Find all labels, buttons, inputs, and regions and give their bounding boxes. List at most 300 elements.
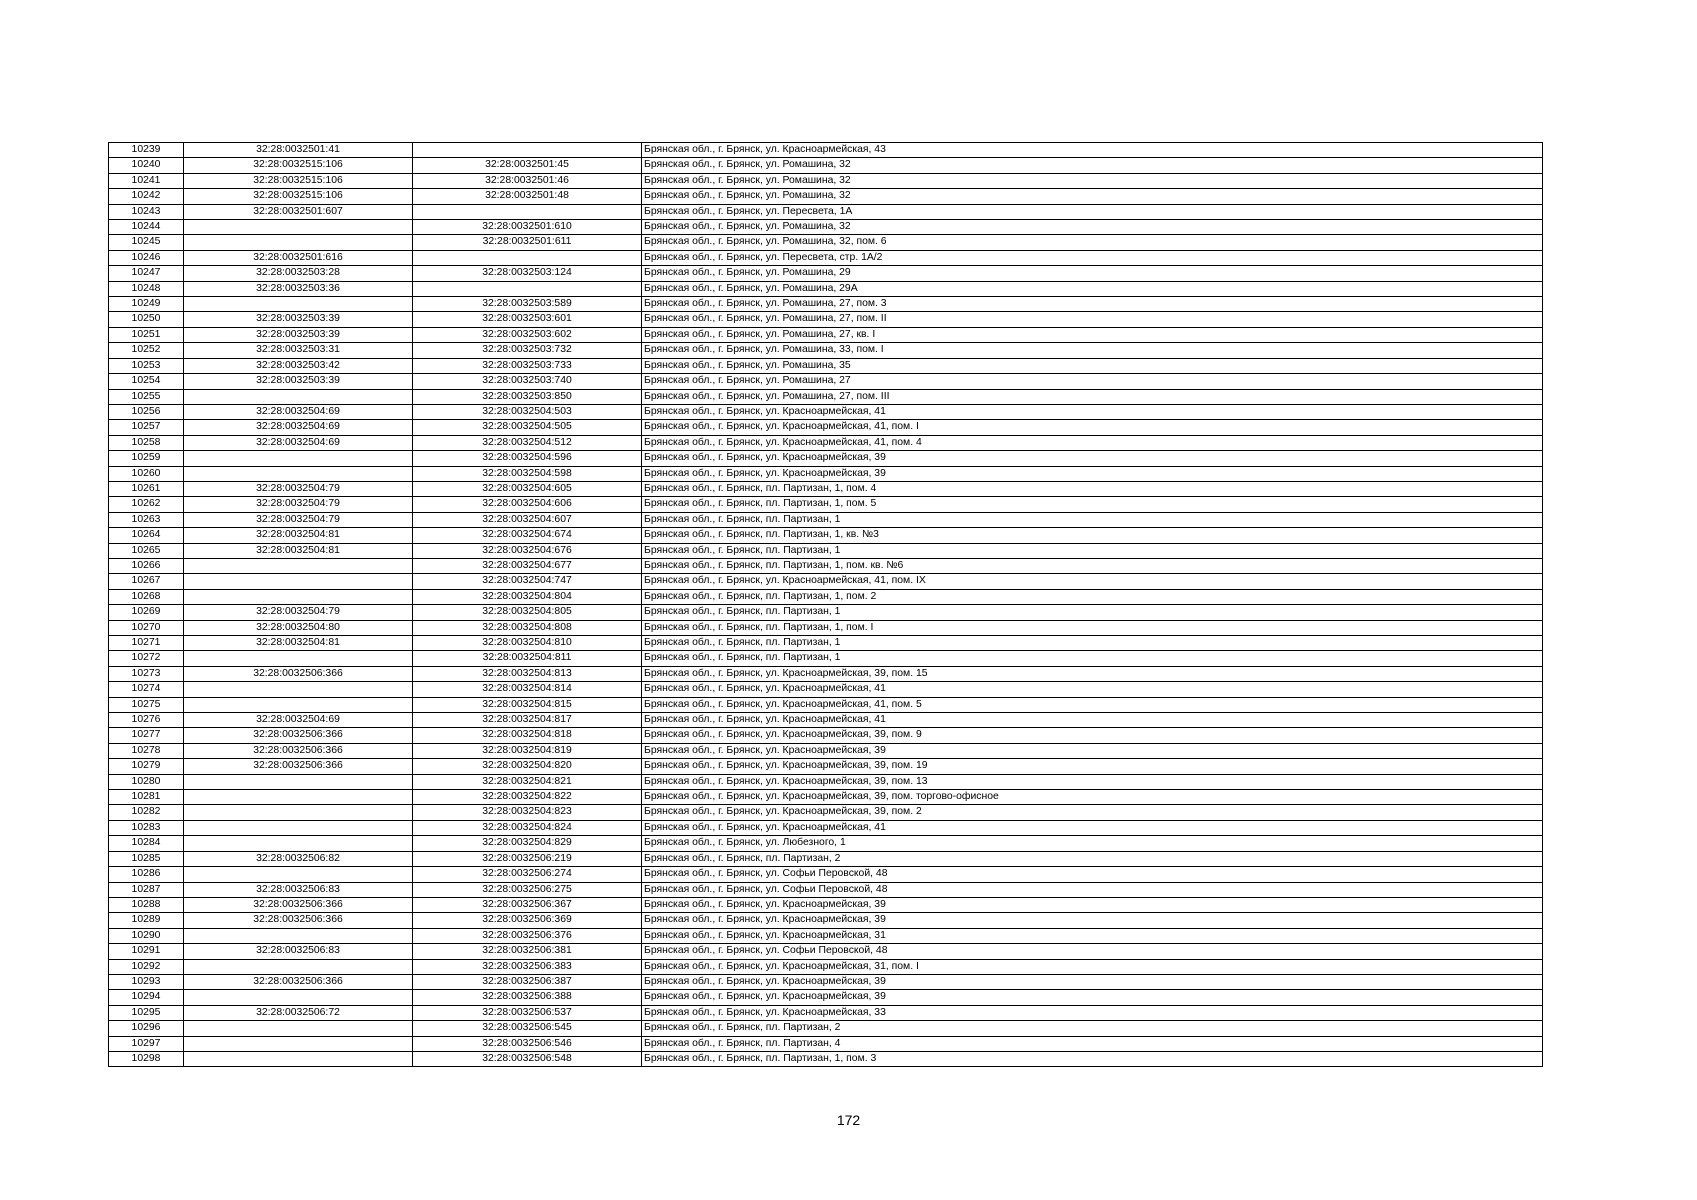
land-cadastral-number-cell — [184, 220, 413, 235]
land-cadastral-number-cell — [184, 651, 413, 666]
object-cadastral-number-cell: 32:28:0032504:818 — [413, 728, 642, 743]
land-cadastral-number-cell: 32:28:0032506:366 — [184, 728, 413, 743]
object-cadastral-number-cell — [413, 250, 642, 265]
row-number-cell: 10284 — [109, 836, 184, 851]
land-cadastral-number-cell: 32:28:0032501:607 — [184, 204, 413, 219]
address-cell: Брянская обл., г. Брянск, ул. Красноармейская, 31 — [642, 928, 1543, 943]
object-cadastral-number-cell: 32:28:0032504:822 — [413, 790, 642, 805]
object-cadastral-number-cell: 32:28:0032504:819 — [413, 743, 642, 758]
row-number-cell: 10285 — [109, 851, 184, 866]
land-cadastral-number-cell — [184, 297, 413, 312]
table-row — [109, 143, 1543, 158]
row-number-cell: 10254 — [109, 374, 184, 389]
table-row — [109, 389, 1543, 404]
table-row — [109, 558, 1543, 573]
object-cadastral-number-cell: 32:28:0032504:811 — [413, 651, 642, 666]
table-row — [109, 281, 1543, 296]
object-cadastral-number-cell: 32:28:0032504:596 — [413, 451, 642, 466]
object-cadastral-number-cell: 32:28:0032503:124 — [413, 266, 642, 281]
land-cadastral-number-cell: 32:28:0032503:36 — [184, 281, 413, 296]
table-row — [109, 173, 1543, 188]
object-cadastral-number-cell: 32:28:0032504:674 — [413, 528, 642, 543]
land-cadastral-number-cell: 32:28:0032501:41 — [184, 143, 413, 158]
land-cadastral-number-cell: 32:28:0032504:79 — [184, 481, 413, 496]
address-cell: Брянская обл., г. Брянск, ул. Ромашина, 27, кв. I — [642, 327, 1543, 342]
row-number-cell: 10262 — [109, 497, 184, 512]
land-cadastral-number-cell — [184, 697, 413, 712]
land-cadastral-number-cell — [184, 558, 413, 573]
row-number-cell: 10259 — [109, 451, 184, 466]
land-cadastral-number-cell: 32:28:0032506:83 — [184, 944, 413, 959]
object-cadastral-number-cell — [413, 281, 642, 296]
land-cadastral-number-cell: 32:28:0032503:39 — [184, 312, 413, 327]
table-row — [109, 204, 1543, 219]
land-cadastral-number-cell: 32:28:0032506:366 — [184, 913, 413, 928]
table-row — [109, 1051, 1543, 1066]
address-cell: Брянская обл., г. Брянск, ул. Ромашина, 27, пом. III — [642, 389, 1543, 404]
land-cadastral-number-cell — [184, 451, 413, 466]
land-cadastral-number-cell — [184, 389, 413, 404]
object-cadastral-number-cell: 32:28:0032504:503 — [413, 404, 642, 419]
address-cell: Брянская обл., г. Брянск, ул. Ромашина, 27 — [642, 374, 1543, 389]
land-cadastral-number-cell: 32:28:0032503:42 — [184, 358, 413, 373]
table-row — [109, 543, 1543, 558]
object-cadastral-number-cell: 32:28:0032501:610 — [413, 220, 642, 235]
land-cadastral-number-cell: 32:28:0032503:31 — [184, 343, 413, 358]
table-row — [109, 913, 1543, 928]
table-row — [109, 404, 1543, 419]
object-cadastral-number-cell: 32:28:0032504:820 — [413, 759, 642, 774]
land-cadastral-number-cell: 32:28:0032506:366 — [184, 897, 413, 912]
address-cell: Брянская обл., г. Брянск, ул. Красноармейская, 39 — [642, 466, 1543, 481]
table-row — [109, 158, 1543, 173]
land-cadastral-number-cell: 32:28:0032515:106 — [184, 189, 413, 204]
address-cell: Брянская обл., г. Брянск, пл. Партизан, 1 — [642, 605, 1543, 620]
row-number-cell: 10252 — [109, 343, 184, 358]
land-cadastral-number-cell: 32:28:0032504:69 — [184, 404, 413, 419]
object-cadastral-number-cell: 32:28:0032506:548 — [413, 1051, 642, 1066]
table-row — [109, 420, 1543, 435]
object-cadastral-number-cell: 32:28:0032501:611 — [413, 235, 642, 250]
row-number-cell: 10281 — [109, 790, 184, 805]
row-number-cell: 10266 — [109, 558, 184, 573]
address-cell: Брянская обл., г. Брянск, пл. Партизан, 1, пом. 2 — [642, 589, 1543, 604]
table-row — [109, 636, 1543, 651]
object-cadastral-number-cell: 32:28:0032506:546 — [413, 1036, 642, 1051]
object-cadastral-number-cell — [413, 204, 642, 219]
table-row — [109, 836, 1543, 851]
land-cadastral-number-cell: 32:28:0032504:69 — [184, 420, 413, 435]
address-cell: Брянская обл., г. Брянск, пл. Партизан, 1, пом. 5 — [642, 497, 1543, 512]
land-cadastral-number-cell — [184, 574, 413, 589]
address-cell: Брянская обл., г. Брянск, пл. Партизан, 1, пом. кв. №6 — [642, 558, 1543, 573]
row-number-cell: 10247 — [109, 266, 184, 281]
row-number-cell: 10241 — [109, 173, 184, 188]
address-cell: Брянская обл., г. Брянск, ул. Ромашина, 32 — [642, 158, 1543, 173]
object-cadastral-number-cell: 32:28:0032506:376 — [413, 928, 642, 943]
address-cell: Брянская обл., г. Брянск, ул. Красноармейская, 39, пом. 15 — [642, 666, 1543, 681]
land-cadastral-number-cell: 32:28:0032504:79 — [184, 512, 413, 527]
table-row — [109, 358, 1543, 373]
address-cell: Брянская обл., г. Брянск, пл. Партизан, 1, пом. I — [642, 620, 1543, 635]
row-number-cell: 10286 — [109, 867, 184, 882]
table-row — [109, 743, 1543, 758]
table-row — [109, 235, 1543, 250]
address-cell: Брянская обл., г. Брянск, ул. Ромашина, 32 — [642, 173, 1543, 188]
object-cadastral-number-cell: 32:28:0032504:829 — [413, 836, 642, 851]
address-cell: Брянская обл., г. Брянск, пл. Партизан, 1 — [642, 512, 1543, 527]
table-row — [109, 666, 1543, 681]
address-cell: Брянская обл., г. Брянск, пл. Партизан, 1, пом. 3 — [642, 1051, 1543, 1066]
object-cadastral-number-cell: 32:28:0032503:850 — [413, 389, 642, 404]
row-number-cell: 10239 — [109, 143, 184, 158]
table-row — [109, 713, 1543, 728]
address-cell: Брянская обл., г. Брянск, ул. Красноармейская, 39, пом. 2 — [642, 805, 1543, 820]
row-number-cell: 10277 — [109, 728, 184, 743]
land-cadastral-number-cell: 32:28:0032504:79 — [184, 497, 413, 512]
address-cell: Брянская обл., г. Брянск, ул. Красноармейская, 39, пом. 19 — [642, 759, 1543, 774]
address-cell: Брянская обл., г. Брянск, ул. Красноармейская, 39 — [642, 451, 1543, 466]
row-number-cell: 10293 — [109, 974, 184, 989]
land-cadastral-number-cell — [184, 959, 413, 974]
table-row — [109, 805, 1543, 820]
row-number-cell: 10290 — [109, 928, 184, 943]
land-cadastral-number-cell: 32:28:0032506:366 — [184, 759, 413, 774]
address-cell: Брянская обл., г. Брянск, ул. Ромашина, 32, пом. 6 — [642, 235, 1543, 250]
row-number-cell: 10267 — [109, 574, 184, 589]
row-number-cell: 10251 — [109, 327, 184, 342]
table-row — [109, 697, 1543, 712]
row-number-cell: 10270 — [109, 620, 184, 635]
address-cell: Брянская обл., г. Брянск, ул. Красноармейская, 39, пом. торгово-офисное — [642, 790, 1543, 805]
row-number-cell: 10258 — [109, 435, 184, 450]
address-cell: Брянская обл., г. Брянск, ул. Красноармейская, 39 — [642, 974, 1543, 989]
object-cadastral-number-cell: 32:28:0032506:537 — [413, 1005, 642, 1020]
table-row — [109, 589, 1543, 604]
row-number-cell: 10257 — [109, 420, 184, 435]
object-cadastral-number-cell: 32:28:0032501:45 — [413, 158, 642, 173]
table-row — [109, 882, 1543, 897]
land-cadastral-number-cell: 32:28:0032501:616 — [184, 250, 413, 265]
address-cell: Брянская обл., г. Брянск, ул. Ромашина, 29А — [642, 281, 1543, 296]
row-number-cell: 10274 — [109, 682, 184, 697]
land-cadastral-number-cell: 32:28:0032506:366 — [184, 743, 413, 758]
address-cell: Брянская обл., г. Брянск, ул. Красноармейская, 41 — [642, 404, 1543, 419]
row-number-cell: 10273 — [109, 666, 184, 681]
row-number-cell: 10296 — [109, 1021, 184, 1036]
table-row — [109, 512, 1543, 527]
table-row — [109, 374, 1543, 389]
land-cadastral-number-cell — [184, 790, 413, 805]
object-cadastral-number-cell: 32:28:0032506:387 — [413, 974, 642, 989]
address-cell: Брянская обл., г. Брянск, ул. Красноармейская, 39 — [642, 743, 1543, 758]
row-number-cell: 10261 — [109, 481, 184, 496]
table-row — [109, 528, 1543, 543]
land-cadastral-number-cell — [184, 682, 413, 697]
table-row — [109, 435, 1543, 450]
row-number-cell: 10244 — [109, 220, 184, 235]
table-row — [109, 466, 1543, 481]
object-cadastral-number-cell: 32:28:0032504:824 — [413, 820, 642, 835]
table-row — [109, 343, 1543, 358]
table-row — [109, 928, 1543, 943]
table-row — [109, 944, 1543, 959]
table-row — [109, 897, 1543, 912]
land-cadastral-number-cell: 32:28:0032506:366 — [184, 666, 413, 681]
table-row — [109, 189, 1543, 204]
object-cadastral-number-cell: 32:28:0032504:817 — [413, 713, 642, 728]
table-row — [109, 682, 1543, 697]
land-cadastral-number-cell — [184, 836, 413, 851]
object-cadastral-number-cell: 32:28:0032503:740 — [413, 374, 642, 389]
table-row — [109, 220, 1543, 235]
row-number-cell: 10272 — [109, 651, 184, 666]
page-number: 172 — [836, 1112, 861, 1128]
row-number-cell: 10282 — [109, 805, 184, 820]
register-table — [108, 142, 1543, 1067]
address-cell: Брянская обл., г. Брянск, ул. Красноармейская, 39 — [642, 897, 1543, 912]
address-cell: Брянская обл., г. Брянск, ул. Ромашина, 29 — [642, 266, 1543, 281]
object-cadastral-number-cell: 32:28:0032506:275 — [413, 882, 642, 897]
table-row — [109, 327, 1543, 342]
object-cadastral-number-cell: 32:28:0032504:607 — [413, 512, 642, 527]
table-row — [109, 867, 1543, 882]
land-cadastral-number-cell: 32:28:0032504:81 — [184, 636, 413, 651]
object-cadastral-number-cell: 32:28:0032506:388 — [413, 990, 642, 1005]
object-cadastral-number-cell: 32:28:0032506:369 — [413, 913, 642, 928]
table-row — [109, 790, 1543, 805]
land-cadastral-number-cell — [184, 774, 413, 789]
object-cadastral-number-cell: 32:28:0032506:383 — [413, 959, 642, 974]
land-cadastral-number-cell: 32:28:0032504:69 — [184, 435, 413, 450]
register-table-body — [109, 143, 1543, 1067]
object-cadastral-number-cell: 32:28:0032503:733 — [413, 358, 642, 373]
row-number-cell: 10280 — [109, 774, 184, 789]
row-number-cell: 10245 — [109, 235, 184, 250]
row-number-cell: 10287 — [109, 882, 184, 897]
row-number-cell: 10278 — [109, 743, 184, 758]
table-row — [109, 605, 1543, 620]
address-cell: Брянская обл., г. Брянск, ул. Софьи Перовской, 48 — [642, 944, 1543, 959]
land-cadastral-number-cell: 32:28:0032506:83 — [184, 882, 413, 897]
land-cadastral-number-cell: 32:28:0032506:366 — [184, 974, 413, 989]
land-cadastral-number-cell: 32:28:0032503:39 — [184, 374, 413, 389]
address-cell: Брянская обл., г. Брянск, ул. Красноармейская, 41 — [642, 682, 1543, 697]
table-row — [109, 851, 1543, 866]
land-cadastral-number-cell — [184, 589, 413, 604]
address-cell: Брянская обл., г. Брянск, ул. Красноармейская, 41, пом. 5 — [642, 697, 1543, 712]
object-cadastral-number-cell: 32:28:0032504:815 — [413, 697, 642, 712]
address-cell: Брянская обл., г. Брянск, ул. Красноармейская, 39 — [642, 990, 1543, 1005]
table-row — [109, 1005, 1543, 1020]
address-cell: Брянская обл., г. Брянск, ул. Красноармейская, 41 — [642, 713, 1543, 728]
table-row — [109, 728, 1543, 743]
object-cadastral-number-cell: 32:28:0032504:823 — [413, 805, 642, 820]
address-cell: Брянская обл., г. Брянск, ул. Красноармейская, 41 — [642, 820, 1543, 835]
table-row — [109, 481, 1543, 496]
address-cell: Брянская обл., г. Брянск, ул. Красноармейская, 39, пом. 9 — [642, 728, 1543, 743]
row-number-cell: 10298 — [109, 1051, 184, 1066]
table-row — [109, 1036, 1543, 1051]
land-cadastral-number-cell — [184, 805, 413, 820]
table-row — [109, 820, 1543, 835]
table-row — [109, 1021, 1543, 1036]
address-cell: Брянская обл., г. Брянск, ул. Ромашина, 35 — [642, 358, 1543, 373]
table-row — [109, 451, 1543, 466]
object-cadastral-number-cell: 32:28:0032504:606 — [413, 497, 642, 512]
row-number-cell: 10248 — [109, 281, 184, 296]
row-number-cell: 10246 — [109, 250, 184, 265]
land-cadastral-number-cell: 32:28:0032503:28 — [184, 266, 413, 281]
object-cadastral-number-cell: 32:28:0032501:46 — [413, 173, 642, 188]
land-cadastral-number-cell: 32:28:0032504:81 — [184, 543, 413, 558]
address-cell: Брянская обл., г. Брянск, ул. Красноармейская, 31, пом. I — [642, 959, 1543, 974]
land-cadastral-number-cell — [184, 990, 413, 1005]
address-cell: Брянская обл., г. Брянск, ул. Красноармейская, 41, пом. IX — [642, 574, 1543, 589]
address-cell: Брянская обл., г. Брянск, ул. Пересвета, стр. 1А/2 — [642, 250, 1543, 265]
row-number-cell: 10263 — [109, 512, 184, 527]
address-cell: Брянская обл., г. Брянск, ул. Красноармейская, 41, пом. I — [642, 420, 1543, 435]
object-cadastral-number-cell: 32:28:0032506:367 — [413, 897, 642, 912]
row-number-cell: 10283 — [109, 820, 184, 835]
address-cell: Брянская обл., г. Брянск, ул. Ромашина, 32 — [642, 189, 1543, 204]
object-cadastral-number-cell: 32:28:0032504:598 — [413, 466, 642, 481]
object-cadastral-number-cell: 32:28:0032504:821 — [413, 774, 642, 789]
land-cadastral-number-cell: 32:28:0032504:79 — [184, 605, 413, 620]
address-cell: Брянская обл., г. Брянск, пл. Партизан, 1 — [642, 543, 1543, 558]
object-cadastral-number-cell — [413, 143, 642, 158]
row-number-cell: 10288 — [109, 897, 184, 912]
address-cell: Брянская обл., г. Брянск, пл. Партизан, 2 — [642, 851, 1543, 866]
address-cell: Брянская обл., г. Брянск, ул. Любезного, 1 — [642, 836, 1543, 851]
row-number-cell: 10291 — [109, 944, 184, 959]
object-cadastral-number-cell: 32:28:0032503:589 — [413, 297, 642, 312]
object-cadastral-number-cell: 32:28:0032504:808 — [413, 620, 642, 635]
row-number-cell: 10289 — [109, 913, 184, 928]
address-cell: Брянская обл., г. Брянск, ул. Красноармейская, 39 — [642, 913, 1543, 928]
address-cell: Брянская обл., г. Брянск, ул. Софьи Перовской, 48 — [642, 882, 1543, 897]
address-cell: Брянская обл., г. Брянск, ул. Ромашина, 32 — [642, 220, 1543, 235]
object-cadastral-number-cell: 32:28:0032503:602 — [413, 327, 642, 342]
object-cadastral-number-cell: 32:28:0032504:676 — [413, 543, 642, 558]
row-number-cell: 10297 — [109, 1036, 184, 1051]
object-cadastral-number-cell: 32:28:0032504:805 — [413, 605, 642, 620]
land-cadastral-number-cell — [184, 928, 413, 943]
row-number-cell: 10240 — [109, 158, 184, 173]
object-cadastral-number-cell: 32:28:0032506:219 — [413, 851, 642, 866]
object-cadastral-number-cell: 32:28:0032504:810 — [413, 636, 642, 651]
table-row — [109, 759, 1543, 774]
address-cell: Брянская обл., г. Брянск, ул. Ромашина, 27, пом. II — [642, 312, 1543, 327]
land-cadastral-number-cell: 32:28:0032504:81 — [184, 528, 413, 543]
address-cell: Брянская обл., г. Брянск, пл. Партизан, 2 — [642, 1021, 1543, 1036]
object-cadastral-number-cell: 32:28:0032504:605 — [413, 481, 642, 496]
row-number-cell: 10253 — [109, 358, 184, 373]
row-number-cell: 10256 — [109, 404, 184, 419]
land-cadastral-number-cell — [184, 235, 413, 250]
row-number-cell: 10276 — [109, 713, 184, 728]
row-number-cell: 10242 — [109, 189, 184, 204]
object-cadastral-number-cell: 32:28:0032504:813 — [413, 666, 642, 681]
address-cell: Брянская обл., г. Брянск, пл. Партизан, 1 — [642, 651, 1543, 666]
address-cell: Брянская обл., г. Брянск, пл. Партизан, 1 — [642, 636, 1543, 651]
address-cell: Брянская обл., г. Брянск, ул. Ромашина, 27, пом. 3 — [642, 297, 1543, 312]
table-row — [109, 266, 1543, 281]
table-row — [109, 974, 1543, 989]
row-number-cell: 10279 — [109, 759, 184, 774]
object-cadastral-number-cell: 32:28:0032506:545 — [413, 1021, 642, 1036]
row-number-cell: 10275 — [109, 697, 184, 712]
row-number-cell: 10243 — [109, 204, 184, 219]
land-cadastral-number-cell: 32:28:0032503:39 — [184, 327, 413, 342]
land-cadastral-number-cell — [184, 1021, 413, 1036]
row-number-cell: 10271 — [109, 636, 184, 651]
row-number-cell: 10295 — [109, 1005, 184, 1020]
object-cadastral-number-cell: 32:28:0032506:274 — [413, 867, 642, 882]
land-cadastral-number-cell — [184, 867, 413, 882]
address-cell: Брянская обл., г. Брянск, ул. Софьи Перовской, 48 — [642, 867, 1543, 882]
address-cell: Брянская обл., г. Брянск, ул. Красноармейская, 41, пом. 4 — [642, 435, 1543, 450]
row-number-cell: 10269 — [109, 605, 184, 620]
address-cell: Брянская обл., г. Брянск, ул. Красноармейская, 33 — [642, 1005, 1543, 1020]
table-row — [109, 497, 1543, 512]
address-cell: Брянская обл., г. Брянск, ул. Красноармейская, 43 — [642, 143, 1543, 158]
table-row — [109, 774, 1543, 789]
table-row — [109, 250, 1543, 265]
land-cadastral-number-cell — [184, 1036, 413, 1051]
table-row — [109, 620, 1543, 635]
address-cell: Брянская обл., г. Брянск, ул. Ромашина, 33, пом. I — [642, 343, 1543, 358]
address-cell: Брянская обл., г. Брянск, ул. Пересвета, 1А — [642, 204, 1543, 219]
row-number-cell: 10265 — [109, 543, 184, 558]
land-cadastral-number-cell — [184, 466, 413, 481]
object-cadastral-number-cell: 32:28:0032503:601 — [413, 312, 642, 327]
land-cadastral-number-cell: 32:28:0032515:106 — [184, 158, 413, 173]
row-number-cell: 10294 — [109, 990, 184, 1005]
table-row — [109, 651, 1543, 666]
row-number-cell: 10250 — [109, 312, 184, 327]
row-number-cell: 10264 — [109, 528, 184, 543]
object-cadastral-number-cell: 32:28:0032501:48 — [413, 189, 642, 204]
land-cadastral-number-cell: 32:28:0032504:80 — [184, 620, 413, 635]
land-cadastral-number-cell — [184, 1051, 413, 1066]
land-cadastral-number-cell — [184, 820, 413, 835]
table-row — [109, 297, 1543, 312]
land-cadastral-number-cell: 32:28:0032506:82 — [184, 851, 413, 866]
table-row — [109, 990, 1543, 1005]
address-cell: Брянская обл., г. Брянск, пл. Партизан, 4 — [642, 1036, 1543, 1051]
table-row — [109, 312, 1543, 327]
address-cell: Брянская обл., г. Брянск, ул. Красноармейская, 39, пом. 13 — [642, 774, 1543, 789]
address-cell: Брянская обл., г. Брянск, пл. Партизан, 1, кв. №3 — [642, 528, 1543, 543]
land-cadastral-number-cell: 32:28:0032515:106 — [184, 173, 413, 188]
row-number-cell: 10255 — [109, 389, 184, 404]
object-cadastral-number-cell: 32:28:0032504:512 — [413, 435, 642, 450]
address-cell: Брянская обл., г. Брянск, пл. Партизан, 1, пом. 4 — [642, 481, 1543, 496]
land-cadastral-number-cell: 32:28:0032506:72 — [184, 1005, 413, 1020]
object-cadastral-number-cell: 32:28:0032504:505 — [413, 420, 642, 435]
object-cadastral-number-cell: 32:28:0032503:732 — [413, 343, 642, 358]
object-cadastral-number-cell: 32:28:0032506:381 — [413, 944, 642, 959]
object-cadastral-number-cell: 32:28:0032504:804 — [413, 589, 642, 604]
table-row — [109, 574, 1543, 589]
row-number-cell: 10260 — [109, 466, 184, 481]
object-cadastral-number-cell: 32:28:0032504:747 — [413, 574, 642, 589]
row-number-cell: 10249 — [109, 297, 184, 312]
row-number-cell: 10268 — [109, 589, 184, 604]
row-number-cell: 10292 — [109, 959, 184, 974]
object-cadastral-number-cell: 32:28:0032504:677 — [413, 558, 642, 573]
